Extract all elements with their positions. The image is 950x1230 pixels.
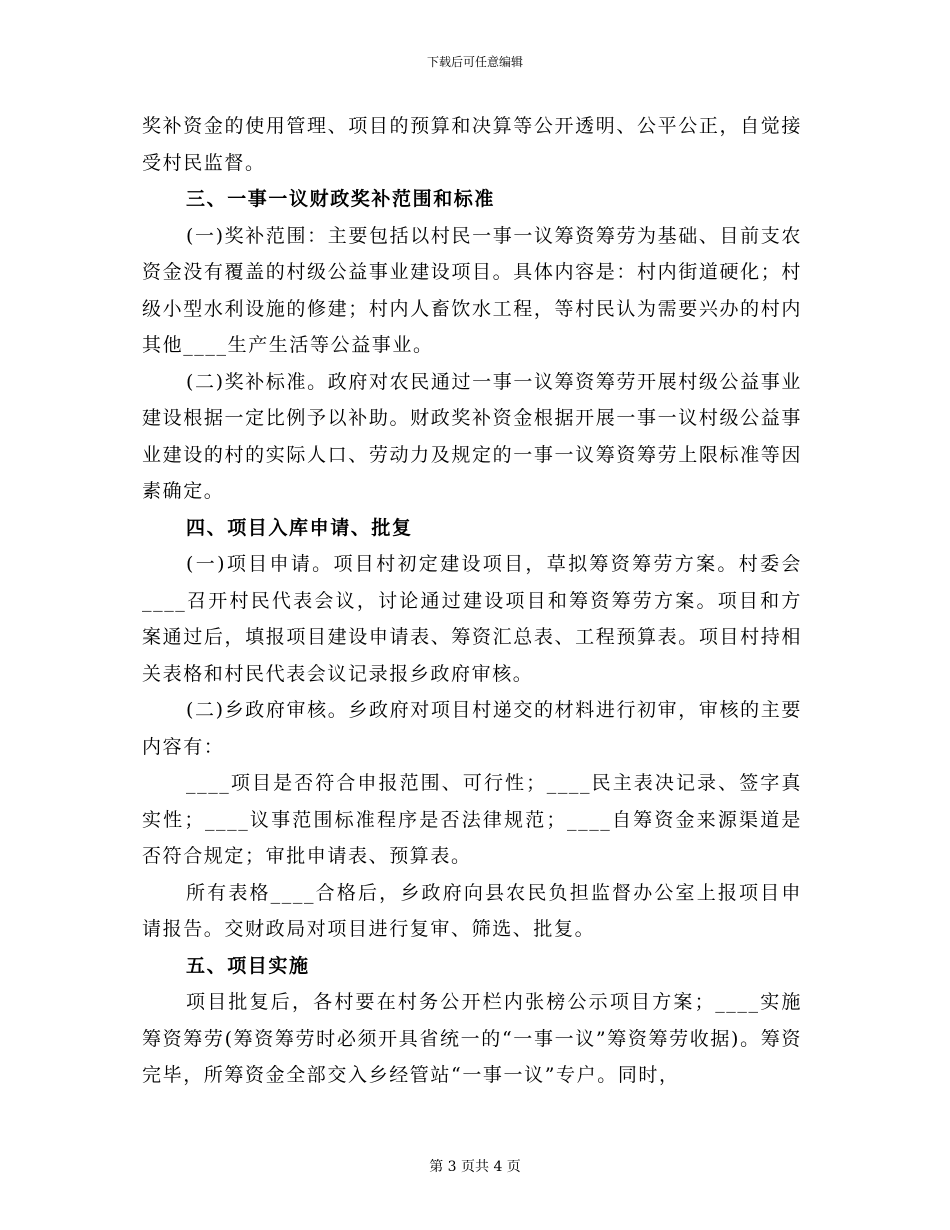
body-paragraph: 项目批复后，各村要在村务公开栏内张榜公示项目方案；____实施筹资筹劳(筹资筹劳时必须开具省统一的“一事一议”筹资筹劳收据)。筹资完毕，所筹资金全部交入乡经管站“一事一议”专户。同时， bbox=[142, 991, 802, 1086]
body-paragraph: (一)项目申请。项目村初定建设项目，草拟筹资筹劳方案。村委会____召开村民代表会议，讨论通过建设项目和筹资筹劳方案。项目和方案通过后，填报项目建设申请表、筹资汇总表、工程预算表。项目村持相关表格和村民代表会议记录报乡政府审核。 bbox=[142, 553, 802, 685]
section-heading: 三、一事一议财政奖补范围和标准 bbox=[186, 188, 496, 210]
body-paragraph: (一)奖补范围：主要包括以村民一事一议筹资筹劳为基础、目前支农资金没有覆盖的村级公益事业建设项目。具体内容是：村内街道硬化；村级小型水利设施的修建；村内人畜饮水工程，等村民认为需要兴办的村内其他____生产生活等公益事业。 bbox=[142, 224, 802, 356]
section-heading: 五、项目实施 bbox=[186, 954, 310, 977]
body-paragraph: (二)乡政府审核。乡政府对项目村递交的材料进行初审，审核的主要内容有： bbox=[142, 699, 802, 758]
section-heading: 四、项目入库申请、批复 bbox=[186, 516, 413, 539]
body-paragraph: (二)奖补标准。政府对农民通过一事一议筹资筹劳开展村级公益事业建设根据一定比例予以补助。财政奖补资金根据开展一事一议村级公益事业建设的村的实际人口、劳动力及规定的一事一议筹资筹劳上限标准等因素确定。 bbox=[142, 370, 802, 502]
document-body bbox=[142, 108, 802, 1094]
body-paragraph: ____项目是否符合申报范围、可行性；____民主表决记录、签字真实性；____议事范围标准程序是否法律规范；____自筹资金来源渠道是否符合规定；审批申请表、预算表。 bbox=[142, 772, 802, 867]
page-number: 第 3 页共 4 页 bbox=[429, 1159, 521, 1175]
body-paragraph: 所有表格____合格后，乡政府向县农民负担监督办公室上报项目申请报告。交财政局对项目进行复审、筛选、批复。 bbox=[142, 881, 802, 940]
body-paragraph: 奖补资金的使用管理、项目的预算和决算等公开透明、公平公正，自觉接受村民监督。 bbox=[142, 115, 802, 174]
page-header-note: 下载后可任意编辑 bbox=[426, 55, 523, 69]
